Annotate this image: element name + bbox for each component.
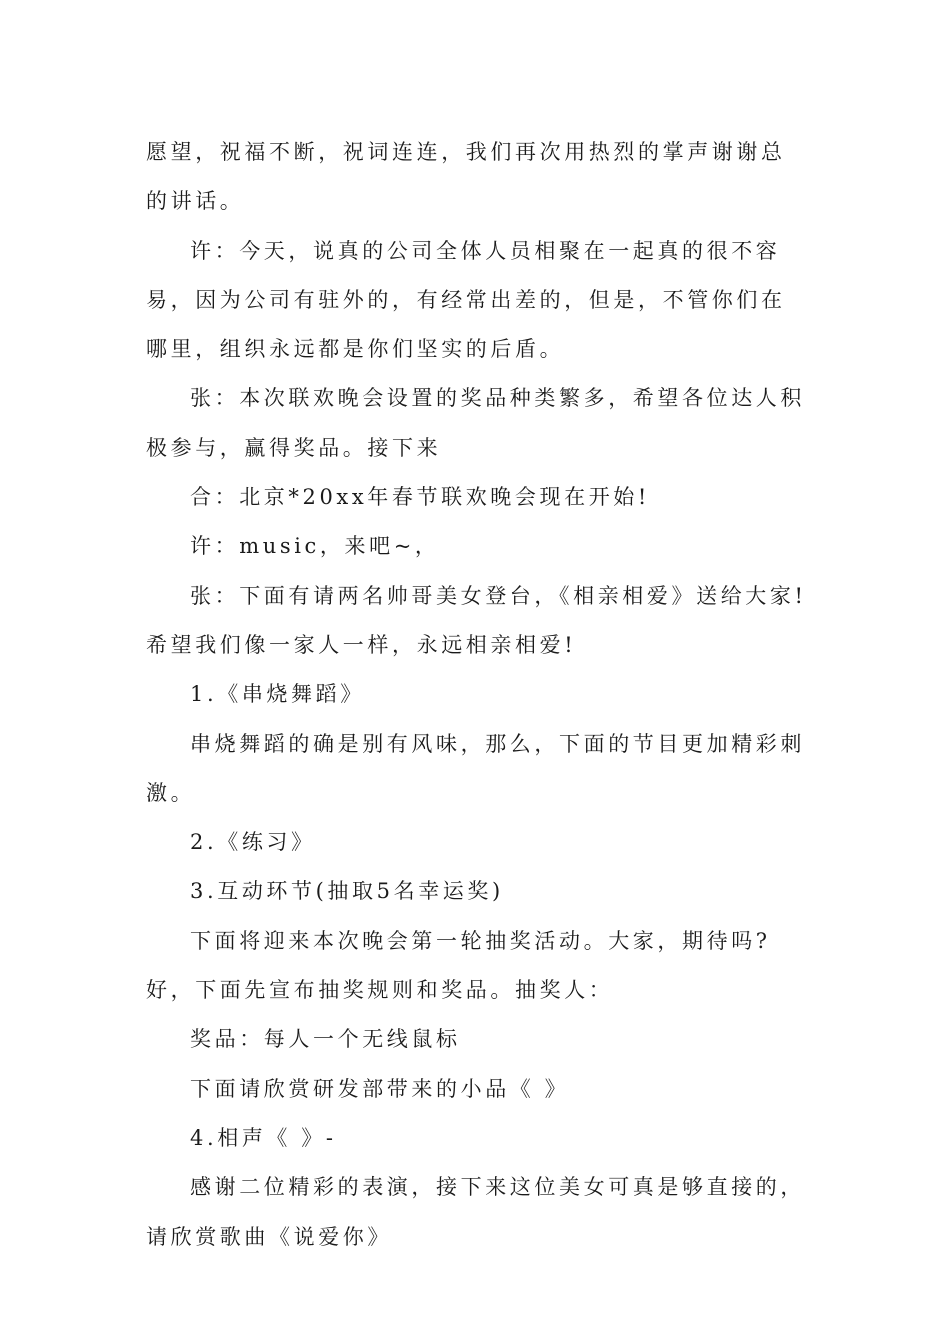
- document-body: [146, 128, 808, 1262]
- paragraph: 许：今天，说真的公司全体人员相聚在一起真的很不容易，因为公司有驻外的，有经常出差的，但是，不管你们在哪里，组织永远都是你们坚实的后盾。: [146, 238, 786, 362]
- paragraph: 奖品：每人一个无线鼠标: [190, 1027, 461, 1052]
- paragraph: 合：北京*20xx年春节联欢晚会现在开始!: [190, 485, 650, 510]
- paragraph: 下面请欣赏研发部带来的小品《 》: [190, 1076, 570, 1101]
- paragraph: 愿望，祝福不断，祝词连连，我们再次用热烈的掌声谢谢总的讲话。: [146, 140, 786, 214]
- paragraph: 串烧舞蹈的确是别有风味，那么，下面的节目更加精彩刺激。: [146, 731, 805, 805]
- list-item: 3.互动环节(抽取5名幸运奖): [190, 879, 504, 904]
- paragraph: 许：music，来吧~，: [190, 534, 440, 559]
- list-item: 2.《练习》: [190, 830, 316, 855]
- paragraph: 张：本次联欢晚会设置的奖品种类繁多，希望各位达人积极参与，赢得奖品。接下来: [146, 386, 805, 460]
- paragraph: 感谢二位精彩的表演，接下来这位美女可真是够直接的，请欣赏歌曲《说爱你》: [146, 1175, 805, 1249]
- paragraph: 张：下面有请两名帅哥美女登台，《相亲相爱》送给大家!希望我们像一家人一样，永远相亲相爱!: [146, 583, 807, 657]
- paragraph: 下面将迎来本次晚会第一轮抽奖活动。大家，期待吗?好，下面先宣布抽奖规则和奖品。抽奖人：: [146, 928, 771, 1003]
- list-item: 4.相声《 》-: [190, 1125, 337, 1150]
- list-item: 1.《串烧舞蹈》: [190, 682, 365, 707]
